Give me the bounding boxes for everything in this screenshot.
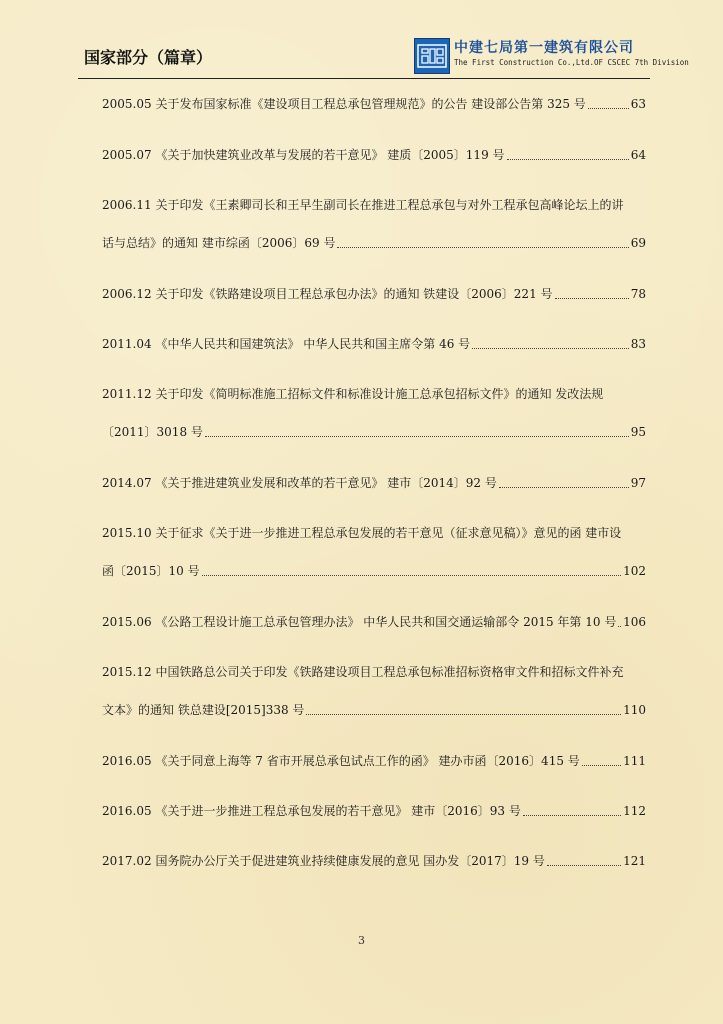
toc-entry-text: 2011.04 《中华人民共和国建筑法》 中华人民共和国主席令第 46 号 — [102, 337, 471, 351]
toc-entry[interactable] — [102, 286, 646, 302]
toc-page-number: 112 — [623, 804, 646, 818]
toc-entry-text: 2015.10 关于征求《关于进一步推进工程总承包发展的若干意见（征求意见稿）》意见的函 建市设 — [102, 526, 622, 540]
toc-page-number: 102 — [623, 564, 646, 578]
leader-dots — [547, 865, 621, 866]
toc-entry-text: 2016.05 《关于进一步推进工程总承包发展的若干意见》 建市〔2016〕93 号 — [102, 804, 521, 818]
toc-entry-text: 2011.12 关于印发《简明标准施工招标文件和标准设计施工总承包招标文件》的通知 发改法规 — [102, 387, 604, 401]
leader-dots — [306, 714, 621, 715]
leader-dots — [523, 815, 621, 816]
toc-entry-text: 2006.12 关于印发《铁路建设项目工程总承包办法》的通知 铁建设〔2006〕221 号 — [102, 287, 553, 301]
toc-page-number: 83 — [630, 337, 646, 351]
leader-dots — [555, 298, 629, 299]
leader-dots — [618, 626, 621, 627]
toc-entry[interactable] — [102, 614, 646, 630]
page-number: 3 — [358, 934, 365, 947]
toc-entry[interactable] — [102, 147, 646, 163]
toc-entry[interactable] — [102, 96, 646, 112]
leader-dots — [507, 159, 629, 160]
leader-dots — [205, 436, 629, 437]
toc-entry-text-cont: 话与总结》的通知 建市综函〔2006〕69 号 — [102, 236, 336, 250]
toc-entry[interactable] — [102, 753, 646, 769]
leader-dots — [337, 247, 628, 248]
toc-entry-text: 2005.05 关于发布国家标准《建设项目工程总承包管理规范》的公告 建设部公告第 325 号 — [102, 97, 586, 111]
toc-entry-text: 2005.07 《关于加快建筑业改革与发展的若干意见》 建质〔2005〕119 号 — [102, 148, 505, 162]
company-name-en: The First Construction Co.,Ltd.OF CSCEC 7th Division — [454, 58, 689, 67]
toc-entry-text: 2006.11 关于印发《王素卿司长和王早生副司长在推进工程总承包与对外工程承包高峰论坛上的讲 — [102, 198, 624, 212]
leader-dots — [202, 575, 621, 576]
toc-entry[interactable] — [102, 664, 646, 718]
leader-dots — [472, 348, 629, 349]
leader-dots — [588, 108, 629, 109]
toc-entry-text: 2014.07 《关于推进建筑业发展和改革的若干意见》 建市〔2014〕92 号 — [102, 476, 497, 490]
toc-page-number: 78 — [630, 287, 646, 301]
toc-page-number: 106 — [623, 615, 646, 629]
toc-page-number: 110 — [623, 703, 646, 717]
toc-entry[interactable] — [102, 853, 646, 869]
toc-entry-text-cont: 〔2011〕3018 号 — [102, 425, 203, 439]
company-name-cn: 中建七局第一建筑有限公司 — [454, 40, 634, 56]
toc-entry-text: 2016.05 《关于同意上海等 7 省市开展总承包试点工作的函》 建办市函〔2016〕415 号 — [102, 754, 580, 768]
table-of-contents — [102, 96, 646, 902]
toc-page-number: 121 — [623, 854, 646, 868]
toc-page-number: 63 — [630, 97, 646, 111]
toc-entry-text: 2015.06 《公路工程设计施工总承包管理办法》 中华人民共和国交通运输部令 2015 年第 10 号 — [102, 615, 617, 629]
toc-entry-text-cont: 文本》的通知 铁总建设[2015]338 号 — [102, 703, 305, 717]
toc-entry-text-cont: 函〔2015〕10 号 — [102, 564, 200, 578]
toc-entry[interactable] — [102, 336, 646, 352]
toc-page-number: 64 — [630, 148, 646, 162]
toc-page-number: 95 — [630, 425, 646, 439]
leader-dots — [582, 765, 621, 766]
toc-entry[interactable] — [102, 803, 646, 819]
cscec-logo-icon — [414, 38, 450, 74]
toc-page-number: 69 — [630, 236, 646, 250]
toc-entry[interactable] — [102, 386, 646, 440]
section-title: 国家部分（篇章） — [84, 48, 213, 67]
leader-dots — [499, 487, 629, 488]
toc-entry[interactable] — [102, 197, 646, 251]
page-header — [78, 32, 689, 79]
toc-entry-text: 2017.02 国务院办公厅关于促进建筑业持续健康发展的意见 国办发〔2017〕19 号 — [102, 854, 545, 868]
toc-entry-text: 2015.12 中国铁路总公司关于印发《铁路建设项目工程总承包标准招标资格审文件和招标文件补充 — [102, 665, 624, 679]
toc-page-number: 97 — [630, 476, 646, 490]
toc-entry[interactable] — [102, 525, 646, 579]
toc-page-number: 111 — [623, 754, 646, 768]
toc-entry[interactable] — [102, 475, 646, 491]
